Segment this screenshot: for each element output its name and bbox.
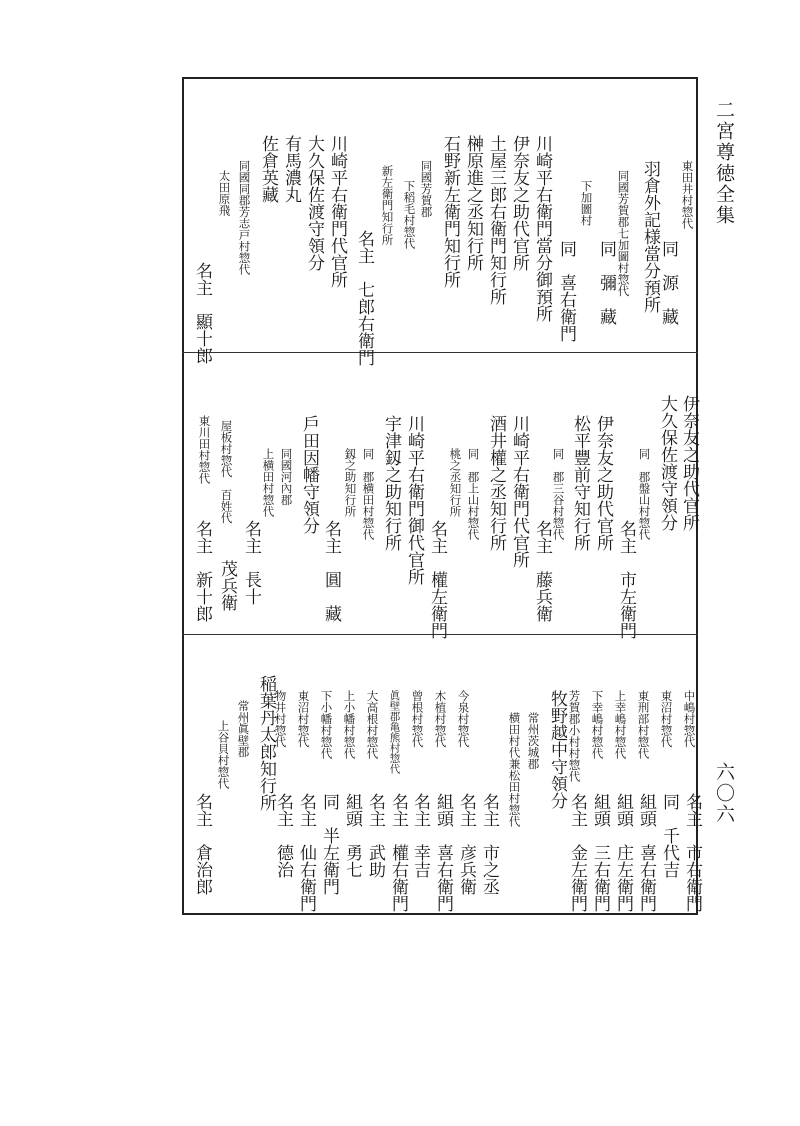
s1-line: 太田原飛 bbox=[217, 170, 232, 216]
s3-line: 組頭 喜右衛門 bbox=[433, 793, 453, 912]
s3-line: 横田村代兼松田村惣代 bbox=[507, 712, 522, 827]
s3-line: 木植村惣代 bbox=[433, 690, 448, 748]
s3-line: 名主 德治 bbox=[273, 793, 293, 878]
s1-line: 同國芳賀郡 bbox=[419, 160, 434, 218]
s1-line: 石野新左衛門知行所 bbox=[440, 135, 460, 288]
s2-line: 東川田村惣代 bbox=[197, 415, 212, 484]
s3-line: 組頭 三右衛門 bbox=[590, 793, 610, 912]
s2-line: 戶田因幡守領分 bbox=[299, 415, 319, 534]
s2-line: 釼之助知行所 bbox=[343, 448, 358, 517]
s3-line: 同 千代吉 bbox=[659, 793, 679, 878]
s2-line: 名主 圓 藏 bbox=[321, 520, 341, 622]
s3-line: 常州眞壁郡 bbox=[236, 700, 251, 758]
s3-line: 物井村惣代 bbox=[273, 690, 288, 748]
s1-line: 榊原進之丞知行所 bbox=[463, 135, 483, 271]
s1-line: 大久保佐渡守領分 bbox=[304, 135, 324, 271]
s3-line: 名主 市之丞 bbox=[479, 793, 499, 895]
s3-line: 大高根村惣代 bbox=[365, 690, 380, 759]
s3-line: 眞壁郡亀熊村惣代 bbox=[388, 690, 401, 774]
s3-line: 組頭 庄左衛門 bbox=[613, 793, 633, 912]
s1-line: 羽倉外記様當分預所 bbox=[640, 160, 660, 313]
s3-line: 下幸嶋村惣代 bbox=[590, 690, 605, 759]
s3-line: 芳賀郡小村村惣代 bbox=[567, 690, 582, 782]
s3-line: 名主 彦兵衛 bbox=[456, 793, 476, 895]
s3-line: 東沼村惣代 bbox=[659, 690, 674, 748]
s2-line: 同國河內郡 bbox=[279, 448, 294, 506]
s2-line: 同 郡盤山村惣代 bbox=[637, 448, 652, 540]
s3-line: 中嶋村惣代 bbox=[682, 690, 697, 748]
s1-line: 有馬濃丸 bbox=[281, 135, 301, 203]
s1-line: 新左衛門知行所 bbox=[380, 165, 395, 246]
s3-line: 名主 仙右衛門 bbox=[296, 793, 316, 912]
s2-line: 名主 新十郎 bbox=[192, 520, 212, 622]
s3-line: 常州茨城郡 bbox=[526, 712, 541, 770]
s3-line: 牧野越中守領分 bbox=[547, 690, 567, 809]
s3-line: 名主 倉治郎 bbox=[192, 793, 212, 895]
s3-line: 曾根村惣代 bbox=[410, 690, 425, 748]
s1-line: 東田井村惣代 bbox=[680, 160, 695, 229]
s2-line: 同 郡三谷村惣代 bbox=[551, 448, 566, 540]
section-divider-top bbox=[182, 352, 698, 353]
s3-line: 上幸嶋村惣代 bbox=[613, 690, 628, 759]
s3-line: 今泉村惣代 bbox=[456, 690, 471, 748]
s3-line: 同 半左衛門 bbox=[319, 793, 339, 895]
s3-line: 上小幡村惣代 bbox=[342, 690, 357, 759]
s3-line: 名主 幸吉 bbox=[410, 793, 430, 878]
s1-line: 名主 七郎右衛門 bbox=[354, 230, 374, 366]
s1-line: 川崎平右衛門當分御預所 bbox=[532, 135, 552, 322]
s1-line: 同 源 藏 bbox=[658, 240, 678, 325]
s3-line: 東刑部村惣代 bbox=[636, 690, 651, 759]
s2-line: 伊奈友之助代官所 bbox=[679, 395, 699, 531]
s3-line: 稲葉丹太郎知行所 bbox=[256, 675, 276, 811]
s2-line: 同 郡横田村惣代 bbox=[361, 448, 376, 540]
s2-line: 名主 藤兵衛 bbox=[532, 520, 552, 622]
s2-line: 上横田村惣代 bbox=[261, 448, 276, 517]
s2-line: 屋板村惣代 百姓代 bbox=[219, 420, 234, 524]
s1-line: 同國芳賀郡七加圖村惣代 bbox=[616, 170, 631, 297]
s1-line: 下加圖村 bbox=[579, 180, 594, 226]
s1-line: 土屋三郎右衛門知行所 bbox=[486, 135, 506, 305]
s1-line: 下稻毛村惣代 bbox=[402, 180, 417, 249]
page-number: 六〇六 bbox=[713, 762, 735, 825]
s2-line: 名主 權左衛門 bbox=[427, 520, 447, 639]
s2-line: 川崎平右衛門御代官所 bbox=[404, 415, 424, 585]
s2-line: 伊奈友之助代官所 bbox=[593, 415, 613, 551]
s3-line: 下小幡村惣代 bbox=[319, 690, 334, 759]
s3-line: 上谷貝村惣代 bbox=[216, 720, 231, 789]
s1-line: 佐倉英藏 bbox=[258, 135, 278, 203]
s1-line: 名主 顯十郎 bbox=[192, 262, 212, 364]
s2-line: 大久保佐渡守領分 bbox=[657, 395, 677, 531]
s2-line: 川崎平右衛門代官所 bbox=[509, 415, 529, 568]
s1-line: 川崎平右衛門代官所 bbox=[327, 135, 347, 288]
s3-line: 名主 金左衛門 bbox=[567, 793, 587, 912]
s1-line: 同 彌 藏 bbox=[596, 240, 616, 325]
s3-line: 組頭 勇七 bbox=[342, 793, 362, 878]
s2-line: 宇津釼之助知行所 bbox=[381, 415, 401, 551]
s2-line: 名主 長十 bbox=[241, 520, 261, 605]
s3-line: 名主 武助 bbox=[365, 793, 385, 878]
s2-line: 同 郡上山村惣代 bbox=[466, 448, 481, 540]
s3-line: 名主 市右衛門 bbox=[682, 793, 702, 912]
s2-line: 酒井權之丞知行所 bbox=[486, 415, 506, 551]
s3-line: 組頭 喜右衛門 bbox=[636, 793, 656, 912]
s2-line: 茂兵衛 bbox=[217, 560, 237, 611]
s2-line: 名主 市左衛門 bbox=[616, 520, 636, 639]
s1-line: 伊奈友之助代官所 bbox=[509, 135, 529, 271]
s1-line: 同 喜右衛門 bbox=[556, 240, 576, 342]
s1-line: 同國同郡芳志戸村惣代 bbox=[237, 160, 252, 275]
s2-line: 桃之丞知行所 bbox=[448, 448, 463, 517]
s3-line: 名主 權右衛門 bbox=[388, 793, 408, 912]
s3-line: 東沼村惣代 bbox=[296, 690, 311, 748]
running-header: 二宮尊徳全集 bbox=[713, 100, 735, 226]
s2-line: 松平豐前守知行所 bbox=[570, 415, 590, 551]
